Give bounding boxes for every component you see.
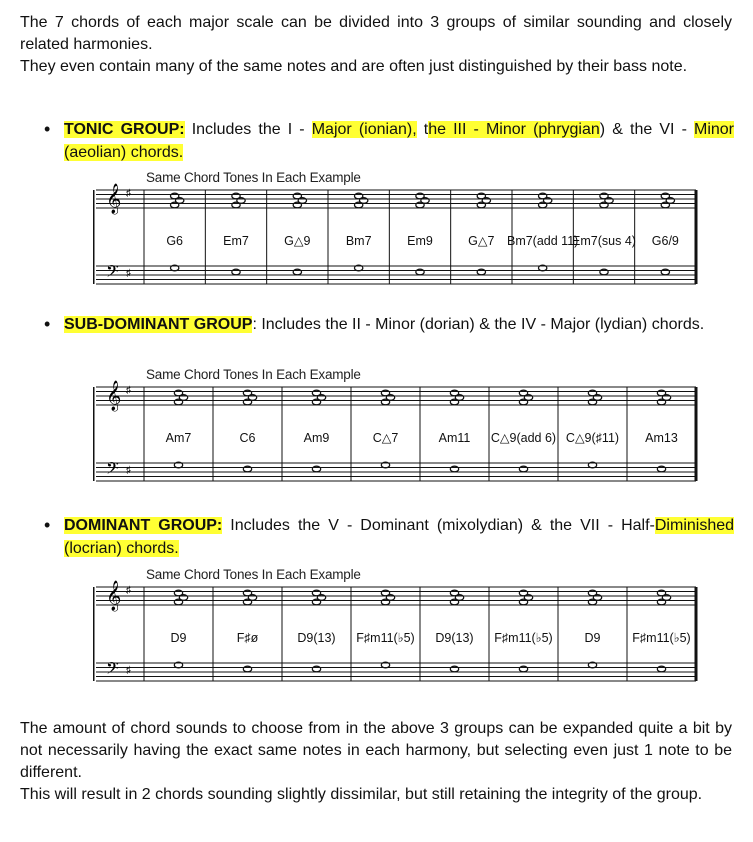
bullet-icon: • bbox=[44, 515, 51, 535]
treble-clef-icon: 𝄞 bbox=[106, 380, 122, 410]
chord-symbol: D9 bbox=[170, 631, 187, 645]
chord-notes bbox=[354, 193, 367, 271]
dominant-text: Includes the V - Dominant (mixolydian) & the VII - Half- bbox=[222, 517, 655, 534]
subdominant-group-item bbox=[44, 313, 734, 336]
outro-line-1: The amount of chord sounds to choose from in the above 3 groups can be expanded quite a bit by not necessarily having the exact same notes in each harmony, but selecting even just 1 note to be different. bbox=[20, 720, 732, 781]
bass-clef-icon: 𝄢 bbox=[106, 460, 119, 482]
chord-symbol: Am9 bbox=[303, 431, 330, 445]
subdominant-staff bbox=[92, 367, 698, 497]
tonic-text-a: Includes the I - bbox=[184, 121, 312, 138]
svg-text:♯: ♯ bbox=[126, 188, 131, 199]
tonic-hl-a: Major (ionian), bbox=[311, 121, 417, 138]
svg-text:♯: ♯ bbox=[126, 385, 131, 396]
tonic-group-label: TONIC GROUP: bbox=[64, 121, 185, 138]
dominant-staff bbox=[92, 567, 698, 701]
bass-clef-icon: 𝄢 bbox=[106, 660, 119, 682]
chord-symbol: G6/9 bbox=[651, 234, 679, 248]
chord-symbol: G△7 bbox=[468, 234, 495, 248]
chord-symbol: Am7 bbox=[165, 431, 192, 445]
chord-symbol: C△9(add 6) bbox=[490, 431, 557, 445]
tonic-staff bbox=[92, 170, 698, 300]
svg-text:♯: ♯ bbox=[126, 268, 131, 279]
tonic-text-c: ) & the VI - bbox=[599, 121, 694, 138]
chord-notes bbox=[588, 590, 601, 668]
chord-notes bbox=[174, 390, 187, 468]
dominant-hl-a: Diminished (locrian) chords. bbox=[64, 517, 735, 557]
chord-symbol: D9 bbox=[584, 631, 601, 645]
treble-clef-icon: 𝄞 bbox=[106, 183, 122, 213]
tonic-text-b: t bbox=[416, 121, 429, 138]
subdominant-group-label: SUB-DOMINANT GROUP bbox=[64, 316, 253, 333]
chord-notes bbox=[381, 390, 394, 468]
chord-symbol: D9(13) bbox=[435, 631, 474, 645]
chord-notes bbox=[381, 590, 394, 668]
intro-paragraph bbox=[20, 12, 732, 78]
intro-line-1: The 7 chords of each major scale can be divided into 3 groups of similar sounding and closely related harmonies. bbox=[20, 14, 732, 53]
bullet-icon: • bbox=[44, 314, 51, 334]
chord-symbol: D9(13) bbox=[297, 631, 336, 645]
chord-symbol: Em9 bbox=[407, 234, 433, 248]
chord-notes bbox=[170, 193, 183, 271]
chord-symbol: Bm7(add 11) bbox=[506, 234, 579, 248]
score-caption: Same Chord Tones In Each Example bbox=[146, 170, 361, 185]
chord-symbol: F♯m11(♭5) bbox=[494, 631, 553, 645]
chord-symbol: F♯ø bbox=[236, 631, 259, 645]
outro-line-2: This will result in 2 chords sounding slightly dissimilar, but still retaining the integrity of the group. bbox=[20, 786, 703, 803]
chord-notes bbox=[174, 590, 187, 668]
bass-clef-icon: 𝄢 bbox=[106, 263, 119, 285]
chord-symbol: C6 bbox=[239, 431, 256, 445]
svg-text:♯: ♯ bbox=[126, 665, 131, 676]
tonic-group-item bbox=[44, 118, 734, 164]
chord-symbol: Am13 bbox=[645, 431, 678, 445]
tonic-score bbox=[92, 170, 698, 305]
chord-symbol: C△9(♯11) bbox=[565, 431, 620, 445]
chord-symbol: C△7 bbox=[372, 431, 399, 445]
chord-symbol: G△9 bbox=[284, 234, 311, 248]
svg-text:♯: ♯ bbox=[126, 585, 131, 596]
subdominant-score bbox=[92, 367, 698, 502]
score-caption: Same Chord Tones In Each Example bbox=[146, 567, 361, 582]
chord-symbol: Em7 bbox=[223, 234, 249, 248]
tonic-hl-c: Minor (aeolian) chords. bbox=[64, 121, 735, 161]
outro-paragraph bbox=[20, 718, 732, 806]
chord-symbol: F♯m11(♭5) bbox=[632, 631, 691, 645]
chord-symbol: Am11 bbox=[438, 431, 471, 445]
intro-line-2: They even contain many of the same notes and are often just distinguished by their bass note. bbox=[20, 58, 688, 75]
score-caption: Same Chord Tones In Each Example bbox=[146, 367, 361, 382]
dominant-group-label: DOMINANT GROUP: bbox=[64, 517, 223, 534]
chord-symbol: G6 bbox=[166, 234, 184, 248]
subdominant-text: : Includes the II - Minor (dorian) & the IV - Major (lydian) chords. bbox=[252, 316, 705, 333]
chord-symbol: F♯m11(♭5) bbox=[356, 631, 415, 645]
dominant-score bbox=[92, 567, 698, 706]
dominant-group-item bbox=[44, 514, 734, 560]
svg-text:♯: ♯ bbox=[126, 465, 131, 476]
chord-symbol: Bm7 bbox=[345, 234, 372, 248]
chord-notes bbox=[538, 193, 551, 271]
bullet-icon: • bbox=[44, 119, 51, 139]
tonic-hl-b: he III - Minor (phrygian bbox=[428, 121, 600, 138]
treble-clef-icon: 𝄞 bbox=[106, 580, 122, 610]
chord-symbol: Em7(sus 4) bbox=[572, 234, 636, 248]
chord-notes bbox=[588, 390, 601, 468]
